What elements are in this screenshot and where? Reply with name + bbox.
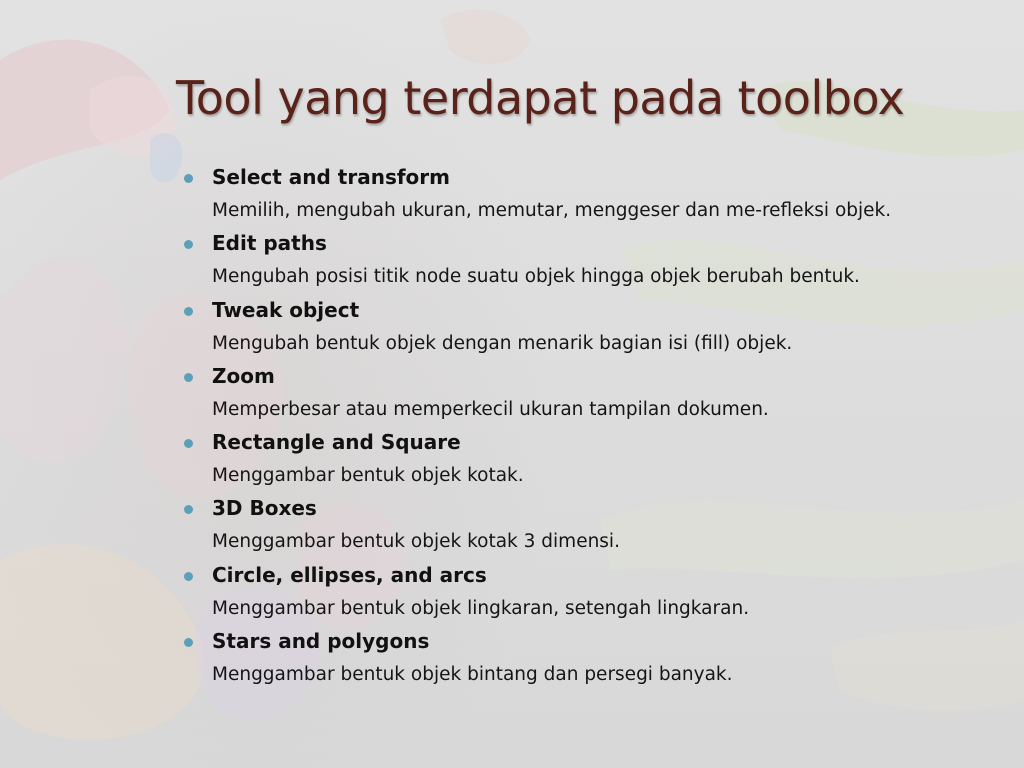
list-item (184, 227, 984, 293)
tool-name: Circle, ellipses, and arcs (212, 562, 487, 587)
bullet-icon (184, 174, 193, 183)
list-item (184, 625, 984, 691)
list-item (184, 294, 984, 360)
bullet-icon (184, 572, 193, 581)
tool-name: Tweak object (212, 297, 360, 322)
tool-name: Select and transform (212, 165, 450, 189)
bullet-icon (184, 240, 193, 249)
list-item (184, 161, 984, 227)
tool-name: Rectangle and Square (212, 430, 461, 455)
tool-name: Edit paths (212, 231, 327, 256)
bullet-icon (184, 505, 193, 514)
list-item (184, 426, 984, 492)
tool-description: Memperbesar atau memperkecil ukuran tampilan dokumen. (212, 398, 769, 420)
tool-name: 3D Boxes (212, 496, 317, 521)
tool-name: Zoom (212, 363, 275, 388)
tool-description: Memilih, mengubah ukuran, memutar, menggeser dan me-refleksi objek. (212, 200, 892, 221)
tool-description: Mengubah bentuk objek dengan menarik bagian isi (fill) objek. (212, 332, 793, 354)
list-item (184, 360, 984, 426)
list-item (184, 492, 984, 558)
tool-description: Menggambar bentuk objek kotak. (212, 465, 524, 487)
bullet-icon (184, 307, 193, 316)
tool-description: Menggambar bentuk objek lingkaran, setengah lingkaran. (212, 597, 750, 619)
tool-description: Menggambar bentuk objek kotak 3 dimensi. (212, 531, 620, 553)
tool-list (184, 161, 984, 691)
tool-description: Mengubah posisi titik node suatu objek hingga objek berubah bentuk. (212, 266, 860, 288)
bullet-icon (184, 439, 193, 448)
list-item (184, 559, 984, 625)
bullet-icon (184, 638, 193, 647)
bullet-icon (184, 373, 193, 382)
tool-description: Menggambar bentuk objek bintang dan persegi banyak. (212, 664, 733, 686)
slide-title: Tool yang terdapat pada toolbox (176, 71, 905, 125)
tool-name: Stars and polygons (212, 629, 430, 654)
